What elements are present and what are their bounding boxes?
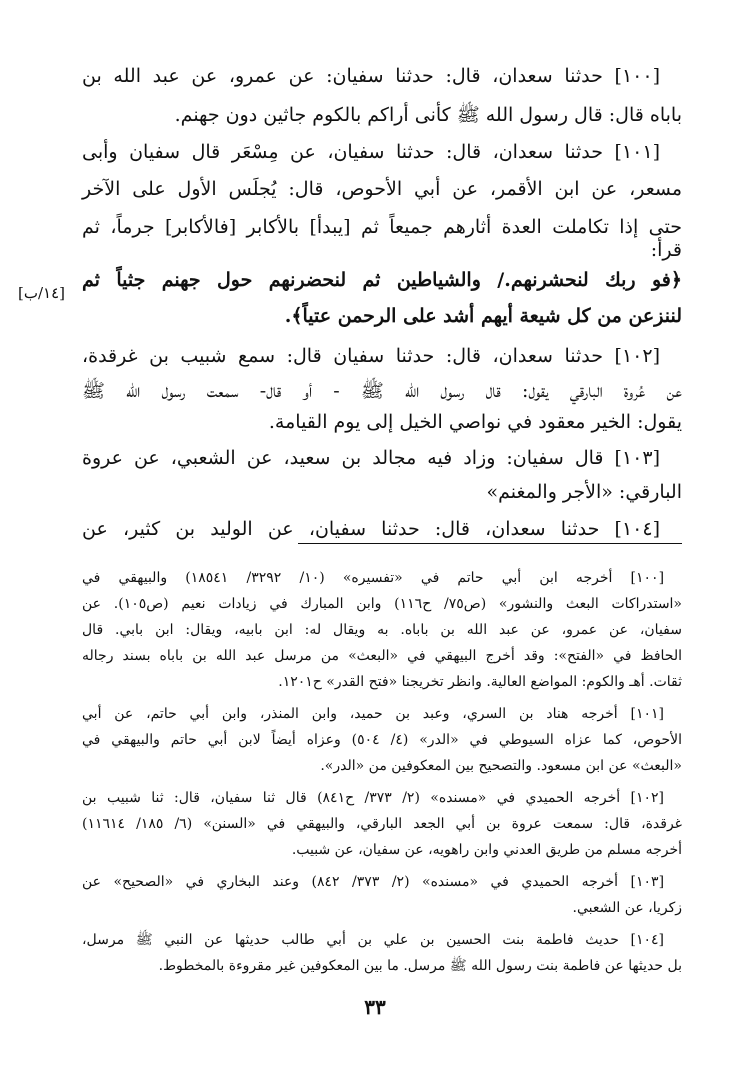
footnote-line: أخرجه مسلم من طريق العدني وابن راهويه، عن سفيان، عن شبيب. — [291, 842, 682, 858]
main-line: [١٠٤] حدثنا سعدان، قال: حدثنا سفيان، عن الوليد بن كثير، عن — [82, 518, 660, 540]
footnote-line: زكريا، عن الشعبي. — [572, 900, 682, 916]
main-line: مسعر، عن ابن الأقمر، عن أبي الأحوص، قال: يُجلَس الأول على الآخر — [82, 178, 682, 200]
main-line: يقول: الخير معقود في نواصي الخيل إلى يوم القيامة. — [268, 411, 682, 433]
footnote-line: [١٠٣] أخرجه الحميدي في «مسنده» (٢/ ٣٧٣/ ٨٤٢) وعند البخاري في «الصحيح» عن — [82, 874, 665, 890]
footnote-line: سفيان، عن عمرو، عن عبد الله بن باباه. به ويقال له: ابن بابيه، ويقال: ابن بابي. قال — [82, 622, 682, 638]
main-line: عن عُروة البارقي يقول: قال رسول الله ﷺ - أو قال- سمعت رسول الله ﷺ — [82, 380, 682, 402]
main-line: [١٠٢] حدثنا سعدان، قال: حدثنا سفيان قال: سمع شبيب بن غرقدة، — [82, 345, 660, 367]
main-line: [١٠٠] حدثنا سعدان، قال: حدثنا سفيان: عن عمرو، عن عبد الله بن — [82, 65, 660, 87]
main-line: [١٠٣] قال سفيان: وزاد فيه مجالد بن سعيد، عن الشعبي، عن عروة — [82, 447, 660, 469]
main-line: ﴿فو ربك لنحشرنهم./ والشياطين ثم لنحضرنهم حول جهنم جثياً ثم — [82, 269, 682, 291]
main-line: البارقي: «الأجر والمغنم» — [486, 481, 682, 503]
footnote-line: الحافظ في «الفتح»: وقد أخرج البيهقي في «البعث» من مرسل عبد الله بن باباه بسند رجاله — [82, 648, 682, 664]
footnote-line: «البعث» عن ابن مسعود. والتصحيح بين المعكوفين من «الدر». — [320, 758, 682, 774]
footnote-line: «استدراكات البعث والنشور» (ص٧٥/ ح١١٦) وابن المبارك في زيادات نعيم (ص١٠٥). عن — [82, 596, 683, 612]
footnote-separator — [298, 543, 682, 544]
footnote-line: الأحوص، كما عزاه السيوطي في «الدر» (٤/ ٥٠٤) وعزاه أيضاً لابن أبي حاتم والبيهقي في — [82, 732, 682, 748]
footnote-line: [١٠٠] أخرجه ابن أبي حاتم في «تفسيره» (١٠/ ٣٢٩٢/ ١٨٥٤١) والبيهقي في — [82, 570, 665, 586]
footnote-line: ثقات. أهـ والكوم: المواضع العالية. وانظر تخريجنا «فتح القدر» ح١٢٠١. — [278, 674, 682, 690]
footnote-line: [١٠٤] حديث فاطمة بنت الحسين بن علي بن أبي طالب حديثها عن النبي ﷺ مرسل، — [82, 932, 664, 948]
main-line: باباه قال: قال رسول الله ﷺ كأنى أراكم بالكوم جاثين دون جهنم. — [174, 104, 682, 126]
main-line: قرأ: — [650, 239, 682, 261]
main-line: [١٠١] حدثنا سعدان، قال: حدثنا سفيان، عن مِسْعَر قال سفيان وأبى — [82, 141, 660, 163]
main-line: لننزعن من كل شيعة أيهم أشد على الرحمن عتياً﴾. — [284, 305, 682, 327]
footnote-line: [١٠٢] أخرجه الحميدي في «مسنده» (٢/ ٣٧٣/ ح٨٤١) قال ثنا سفيان، قال: ثنا شبيب بن — [82, 790, 664, 806]
main-line: حتى إذا تكاملت العدة أثارهم جميعاً ثم [يبدأ] بالأكابر [فالأكابر] جرماً، ثم — [82, 216, 682, 238]
folio-margin-note: [١٤/ب] — [18, 284, 66, 302]
footnote-line: بل حديثها عن فاطمة بنت رسول الله ﷺ مرسل. ما بين المعكوفين غير مقروءة بالمخطوط. — [158, 958, 682, 974]
footnote-line: [١٠١] أخرجه هناد بن السري، وعبد بن حميد، وابن المنذر، وابن أبي حاتم، عن أبي — [82, 706, 664, 722]
page-number: ٣٣ — [364, 995, 386, 1019]
footnote-line: غرقدة، قال: سمعت عروة بن أبي الجعد البارقي، والبيهقي في «السنن» (٦/ ١٨٥/ ١١٦١٤) — [82, 816, 683, 832]
